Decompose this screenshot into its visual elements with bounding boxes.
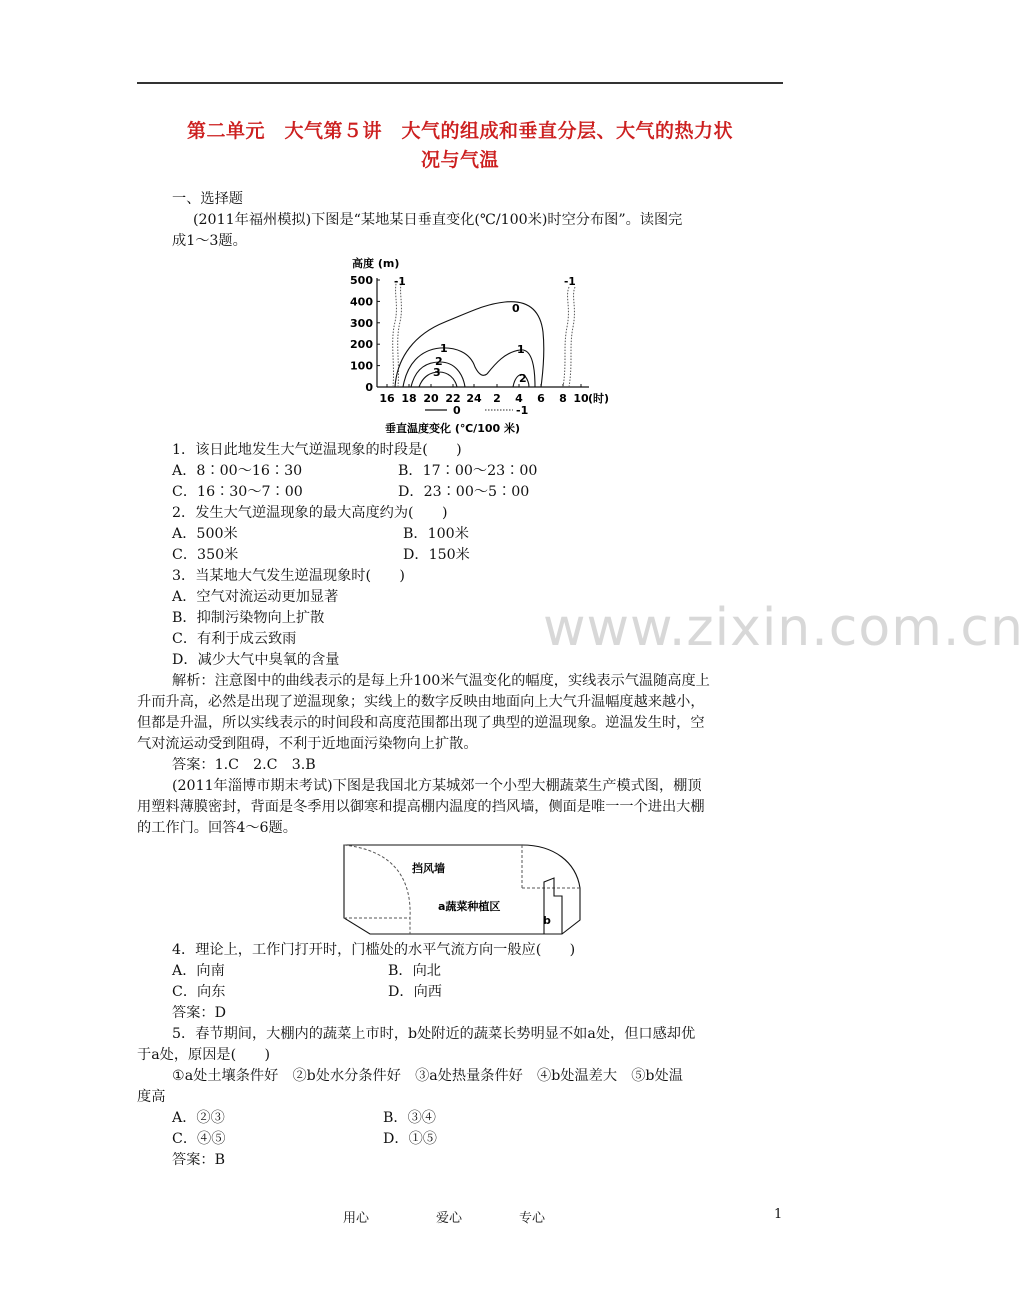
contour-label-0: 0 — [512, 302, 520, 315]
watermark: www.zixin.com.cn — [543, 598, 1024, 658]
x-tick-label: 16 — [379, 392, 395, 405]
contour-minus1-left — [393, 280, 397, 387]
y-tick-label: 400 — [350, 295, 373, 309]
q1-option-d: D．23∶00～5∶00 — [398, 484, 530, 500]
q4-option-d: D．向西 — [388, 984, 442, 1000]
q3-stem: 3．当某地大气发生逆温现象时( ) — [172, 568, 405, 584]
contour-label-2-left: 2 — [435, 355, 443, 368]
q5-choices-line1: ①a处土壤条件好 ②b处水分条件好 ③a处热量条件好 ④b处温差大 ⑤b处温 — [172, 1068, 683, 1084]
q1-3-intro-line1: (2011年福州模拟)下图是“某地某日垂直变化(℃/100米)时空分布图”。读图完 — [193, 212, 683, 228]
q2-option-d: D．150米 — [403, 547, 470, 563]
analysis-answer: 答案：1.C 2.C 3.B — [172, 757, 316, 773]
contour-label-1-left: 1 — [440, 342, 448, 355]
q3-option-a: A．空气对流运动更加显著 — [172, 589, 339, 605]
contour-label-minus1-left: -1 — [394, 276, 406, 288]
x-tick-label: 2 — [493, 392, 501, 405]
q4-answer: 答案：D — [172, 1005, 226, 1021]
contour-label-1-right: 1 — [517, 343, 525, 356]
x-tick-label: 24 — [466, 392, 482, 405]
y-tick-label: 100 — [350, 359, 373, 373]
page-title-line2: 况与气温 — [420, 149, 499, 171]
q3-option-d: D．减少大气中臭氧的含量 — [172, 652, 340, 668]
footer-left: 用心 — [343, 1211, 370, 1226]
legend-dotted-label: -1 — [516, 404, 529, 417]
q3-option-b: B．抑制污染物向上扩散 — [172, 610, 325, 626]
q4-6-intro-line1: (2011年淄博市期末考试)下图是我国北方某城郊一个小型大棚蔬菜生产模式图，棚顶 — [172, 778, 702, 794]
q1-option-c: C．16∶30～7∶00 — [172, 484, 303, 500]
q4-6-intro-line3: 的工作门。回答4～6题。 — [137, 820, 297, 836]
x-tick-label: 10 — [573, 392, 589, 405]
contour-minus1-left-b — [398, 280, 402, 387]
q2-stem: 2．发生大气逆温现象的最大高度约为( ) — [172, 505, 448, 521]
greenhouse-diagram — [340, 840, 588, 938]
q2-option-c: C．350米 — [172, 547, 239, 563]
y-tick-label: 500 — [350, 274, 373, 287]
q4-option-b: B．向北 — [388, 963, 441, 979]
q5-answer: 答案：B — [172, 1152, 225, 1168]
q1-option-a: A．8∶00～16∶30 — [172, 463, 303, 479]
footer-middle: 爱心 — [436, 1211, 463, 1226]
x-tick-label: 8 — [559, 392, 567, 405]
chart-ylabel: 高度 (m) — [352, 257, 400, 270]
analysis-line3: 但都是升温，所以实线表示的时间段和高度范围都出现了典型的逆温现象。逆温发生时，空 — [137, 715, 705, 731]
x-tick-label: 4 — [515, 392, 523, 405]
x-axis-unit: (时) — [588, 392, 610, 405]
footer-right: 专心 — [519, 1211, 546, 1226]
q5-option-d: D．①⑤ — [383, 1131, 437, 1147]
analysis-line4: 气对流运动受到阻碍，不利于近地面污染物向上扩散。 — [137, 736, 478, 752]
header-rule — [137, 82, 783, 84]
q5-option-a: A．②③ — [172, 1110, 225, 1126]
page-number: 1 — [774, 1207, 783, 1222]
y-tick-label: 200 — [350, 338, 373, 352]
analysis-line1: 解析：注意图中的曲线表示的是每上升100米气温变化的幅度，实线表示气温随高度上 — [172, 673, 710, 689]
analysis-line2: 升而升高，必然是出现了逆温现象；实线上的数字反映由地面向上大气升温幅度越来越小， — [137, 694, 705, 710]
contour-label-3: 3 — [433, 366, 441, 379]
y-tick-label: 0 — [365, 381, 373, 394]
q4-stem: 4．理论上，工作门打开时，门槛处的水平气流方向一般应( ) — [172, 942, 576, 958]
q4-option-a: A．向南 — [172, 963, 225, 979]
q4-option-c: C．向东 — [172, 984, 226, 1000]
q5-choices-line2: 度高 — [137, 1089, 166, 1105]
front-arc — [344, 845, 410, 934]
x-tick-label: 20 — [423, 392, 439, 405]
wall-label: 挡风墙 — [412, 862, 445, 875]
q1-stem: 1．该日此地发生大气逆温现象的时段是( ) — [172, 442, 462, 458]
legend-solid-label: 0 — [453, 404, 461, 417]
q5-stem-line1: 5．春节期间，大棚内的蔬菜上市时，b处附近的蔬菜长势明显不如a处，但口感却优 — [172, 1026, 696, 1042]
contour-chart — [345, 252, 615, 440]
q5-option-c: C．④⑤ — [172, 1131, 226, 1147]
section-heading: 一、选择题 — [172, 191, 243, 207]
contour-label-minus1-right: -1 — [564, 276, 576, 288]
contour-minus1-right-b — [569, 287, 575, 387]
q4-6-intro-line2: 用塑料薄膜密封，背面是冬季用以御寒和提高棚内温度的挡风墙，侧面是唯一一个进出大棚 — [137, 799, 705, 815]
x-tick-label: 18 — [401, 392, 417, 405]
q3-option-c: C．有利于成云致雨 — [172, 631, 297, 647]
planting-area-label: a蔬菜种植区 — [438, 900, 501, 913]
q5-option-b: B．③④ — [383, 1110, 436, 1126]
y-tick-label: 300 — [350, 316, 373, 330]
x-tick-label: 22 — [445, 392, 461, 405]
chart-xlabel: 垂直温度变化 (℃/100 米) — [385, 422, 521, 435]
q2-option-b: B．100米 — [403, 526, 469, 542]
q1-3-intro-line2: 成1～3题。 — [172, 233, 247, 249]
q2-option-a: A．500米 — [172, 526, 238, 542]
x-tick-label: 6 — [537, 392, 545, 405]
contour-minus1-right — [563, 287, 569, 387]
q1-option-b: B．17∶00～23∶00 — [398, 463, 538, 479]
page-title-line1: 第二单元 大气第５讲 大气的组成和垂直分层、大气的热力状 — [186, 120, 733, 142]
b-label: b — [543, 914, 551, 927]
contour-label-2-right: 2 — [519, 372, 527, 385]
q5-stem-line2: 于a处，原因是( ) — [137, 1047, 271, 1063]
